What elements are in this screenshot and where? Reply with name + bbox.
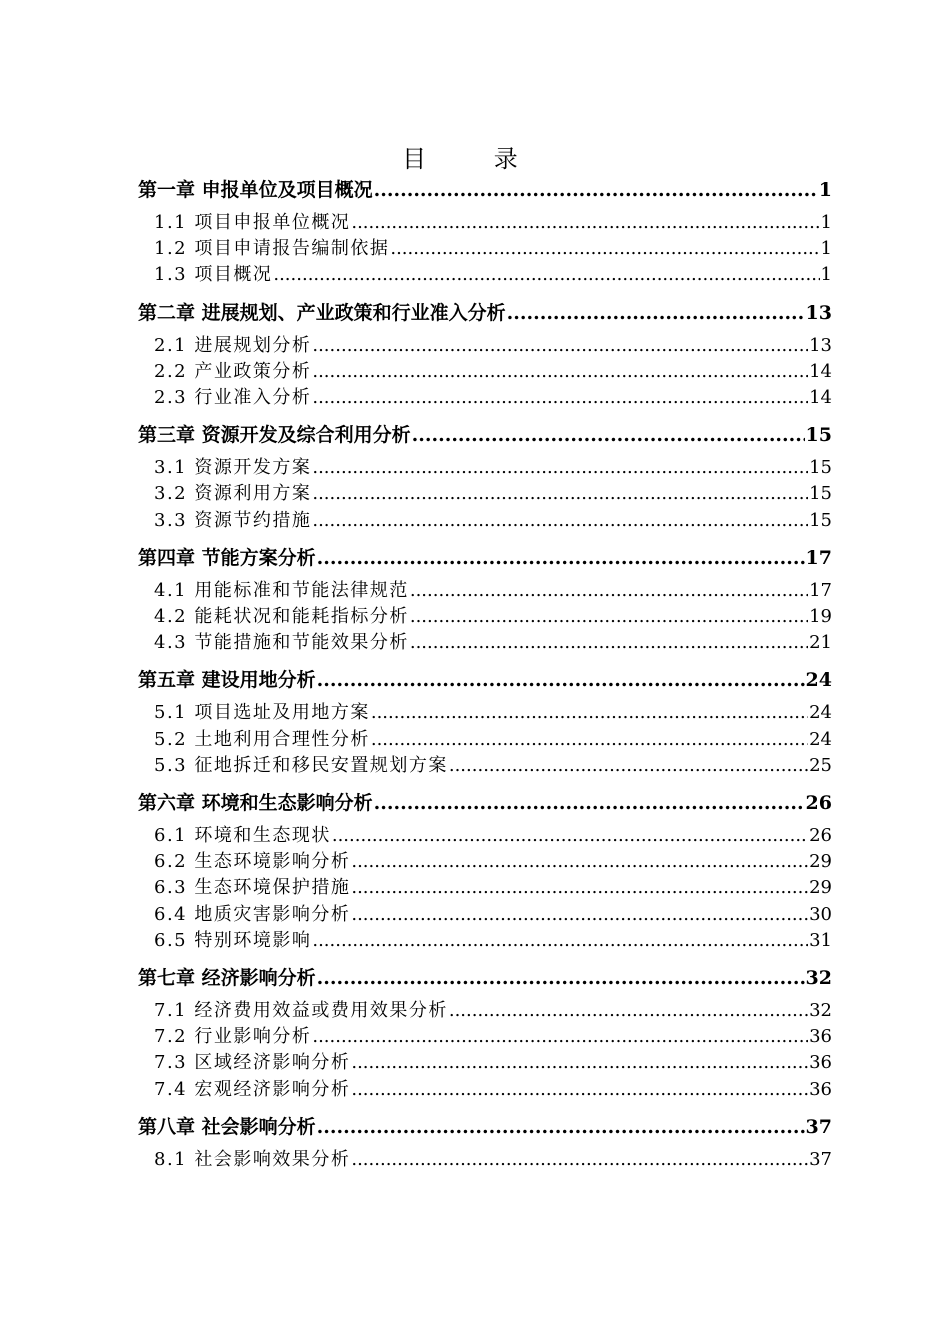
dot-leader: [351, 849, 808, 875]
dot-leader: [312, 359, 808, 385]
chapter-page-number: 37: [805, 1115, 832, 1138]
section-page-number: 13: [809, 334, 832, 356]
toc-section[interactable]: [138, 849, 832, 875]
section-page-number: 15: [809, 483, 832, 505]
section-label: 6.1 环境和生态现状: [154, 825, 331, 847]
dot-leader: [371, 700, 808, 726]
section-label: 3.3 资源节约措施: [154, 509, 312, 531]
dot-leader: [507, 301, 805, 325]
dot-leader: [312, 385, 808, 411]
section-label: 3.2 资源利用方案: [154, 483, 312, 505]
toc-section[interactable]: [138, 1050, 832, 1076]
dot-leader: [351, 210, 819, 236]
dot-leader: [412, 423, 805, 447]
section-page-number: 19: [809, 606, 832, 628]
toc-section[interactable]: [138, 998, 832, 1024]
section-label: 3.1 资源开发方案: [154, 457, 312, 479]
toc-section[interactable]: [138, 823, 832, 849]
dot-leader: [332, 823, 808, 849]
toc-section[interactable]: [138, 700, 832, 726]
section-label: 6.4 地质灾害影响分析: [154, 903, 351, 925]
dot-leader: [312, 508, 808, 534]
section-label: 5.1 项目选址及用地方案: [154, 702, 370, 724]
toc-section[interactable]: [138, 1147, 832, 1173]
section-page-number: 29: [809, 877, 832, 899]
dot-leader: [351, 1147, 808, 1173]
section-label: 6.2 生态环境影响分析: [154, 851, 351, 873]
dot-leader: [374, 178, 818, 202]
chapter-label: 第二章 进展规划、产业政策和行业准入分析: [138, 301, 506, 324]
section-page-number: 1: [820, 238, 832, 260]
section-page-number: 31: [809, 929, 832, 951]
dot-leader: [371, 727, 808, 753]
section-label: 4.3 节能措施和节能效果分析: [154, 632, 409, 654]
dot-leader: [449, 998, 808, 1024]
section-page-number: 36: [809, 1026, 832, 1048]
section-page-number: 17: [809, 579, 832, 601]
dot-leader: [374, 791, 805, 815]
toc-section[interactable]: [138, 727, 832, 753]
chapter-page-number: 15: [805, 424, 832, 447]
dot-leader: [312, 333, 808, 359]
section-label: 1.1 项目申报单位概况: [154, 212, 351, 233]
section-page-number: 21: [809, 632, 832, 654]
toc-chapter[interactable]: [138, 791, 832, 815]
dot-leader: [273, 262, 819, 288]
dot-leader: [390, 236, 819, 262]
dot-leader: [312, 928, 808, 954]
toc-section[interactable]: [138, 333, 832, 359]
chapter-label: 第一章 申报单位及项目概况: [138, 179, 373, 201]
chapter-label: 第八章 社会影响分析: [138, 1115, 316, 1138]
section-page-number: 36: [809, 1052, 832, 1074]
section-page-number: 25: [809, 754, 832, 776]
dot-leader: [317, 668, 805, 692]
dot-leader: [410, 630, 808, 656]
section-page-number: 14: [809, 387, 832, 409]
chapter-label: 第六章 环境和生态影响分析: [138, 792, 373, 815]
toc-chapter[interactable]: [138, 966, 832, 990]
chapter-page-number: 24: [805, 669, 832, 692]
chapter-page-number: 13: [805, 301, 832, 324]
toc-section[interactable]: [138, 455, 832, 481]
toc-section[interactable]: [138, 875, 832, 901]
dot-leader: [317, 546, 805, 570]
dot-leader: [351, 875, 808, 901]
dot-leader: [317, 1115, 805, 1139]
toc-section[interactable]: [138, 630, 832, 656]
chapter-label: 第七章 经济影响分析: [138, 967, 316, 990]
section-page-number: 26: [809, 825, 832, 847]
section-page-number: 32: [809, 1000, 832, 1022]
toc-chapter[interactable]: [138, 668, 832, 692]
section-label: 7.2 行业影响分析: [154, 1026, 312, 1048]
toc-section[interactable]: [138, 236, 832, 262]
section-label: 5.2 土地利用合理性分析: [154, 728, 370, 750]
toc-section[interactable]: [138, 481, 832, 507]
toc-section[interactable]: [138, 508, 832, 534]
section-page-number: 1: [820, 212, 832, 233]
toc-section[interactable]: [138, 210, 832, 236]
section-page-number: 1: [820, 264, 832, 286]
section-label: 6.5 特别环境影响: [154, 929, 312, 951]
toc-chapter[interactable]: [138, 178, 832, 202]
dot-leader: [351, 1050, 808, 1076]
toc-section[interactable]: [138, 359, 832, 385]
toc-chapter[interactable]: [138, 301, 832, 325]
chapter-page-number: 17: [805, 546, 832, 569]
dot-leader: [351, 1077, 808, 1103]
toc-chapter[interactable]: [138, 546, 832, 570]
dot-leader: [317, 966, 805, 990]
section-label: 6.3 生态环境保护措施: [154, 877, 351, 899]
section-label: 7.3 区域经济影响分析: [154, 1052, 351, 1074]
toc-section[interactable]: [138, 753, 832, 779]
chapter-page-number: 32: [805, 967, 832, 990]
toc-chapter[interactable]: [138, 1115, 832, 1139]
section-label: 8.1 社会影响效果分析: [154, 1148, 351, 1170]
chapter-label: 第五章 建设用地分析: [138, 669, 316, 692]
dot-leader: [312, 455, 808, 481]
toc-section[interactable]: [138, 928, 832, 954]
dot-leader: [449, 753, 808, 779]
section-label: 4.1 用能标准和节能法律规范: [154, 579, 409, 601]
toc-chapter[interactable]: [138, 423, 832, 447]
toc-section[interactable]: [138, 385, 832, 411]
section-page-number: 15: [809, 509, 832, 531]
section-label: 2.2 产业政策分析: [154, 360, 312, 382]
section-page-number: 37: [809, 1148, 832, 1170]
section-label: 1.2 项目申请报告编制依据: [154, 238, 390, 260]
toc-section[interactable]: [138, 1024, 832, 1050]
dot-leader: [312, 481, 808, 507]
chapter-page-number: 1: [818, 179, 832, 201]
chapter-label: 第四章 节能方案分析: [138, 546, 316, 569]
section-page-number: 14: [809, 360, 832, 382]
toc-section[interactable]: [138, 262, 832, 288]
section-page-number: 29: [809, 851, 832, 873]
chapter-label: 第三章 资源开发及综合利用分析: [138, 424, 411, 447]
chapter-page-number: 26: [805, 792, 832, 815]
dot-leader: [410, 604, 808, 630]
section-label: 7.4 宏观经济影响分析: [154, 1078, 351, 1100]
toc-section[interactable]: [138, 902, 832, 928]
dot-leader: [312, 1024, 808, 1050]
toc-section[interactable]: [138, 1077, 832, 1103]
section-label: 7.1 经济费用效益或费用效果分析: [154, 1000, 448, 1022]
section-label: 2.3 行业准入分析: [154, 387, 312, 409]
section-label: 1.3 项目概况: [154, 264, 273, 286]
section-label: 4.2 能耗状况和能耗指标分析: [154, 606, 409, 628]
table-of-contents: [138, 178, 832, 1173]
section-label: 5.3 征地拆迁和移民安置规划方案: [154, 754, 448, 776]
section-page-number: 24: [809, 702, 832, 724]
section-page-number: 30: [809, 903, 832, 925]
toc-section[interactable]: [138, 578, 832, 604]
section-page-number: 36: [809, 1078, 832, 1100]
section-page-number: 15: [809, 457, 832, 479]
toc-section[interactable]: [138, 604, 832, 630]
dot-leader: [410, 578, 808, 604]
section-label: 2.1 进展规划分析: [154, 334, 312, 356]
toc-title: 目 录: [402, 145, 548, 173]
section-page-number: 24: [809, 728, 832, 750]
dot-leader: [351, 902, 808, 928]
